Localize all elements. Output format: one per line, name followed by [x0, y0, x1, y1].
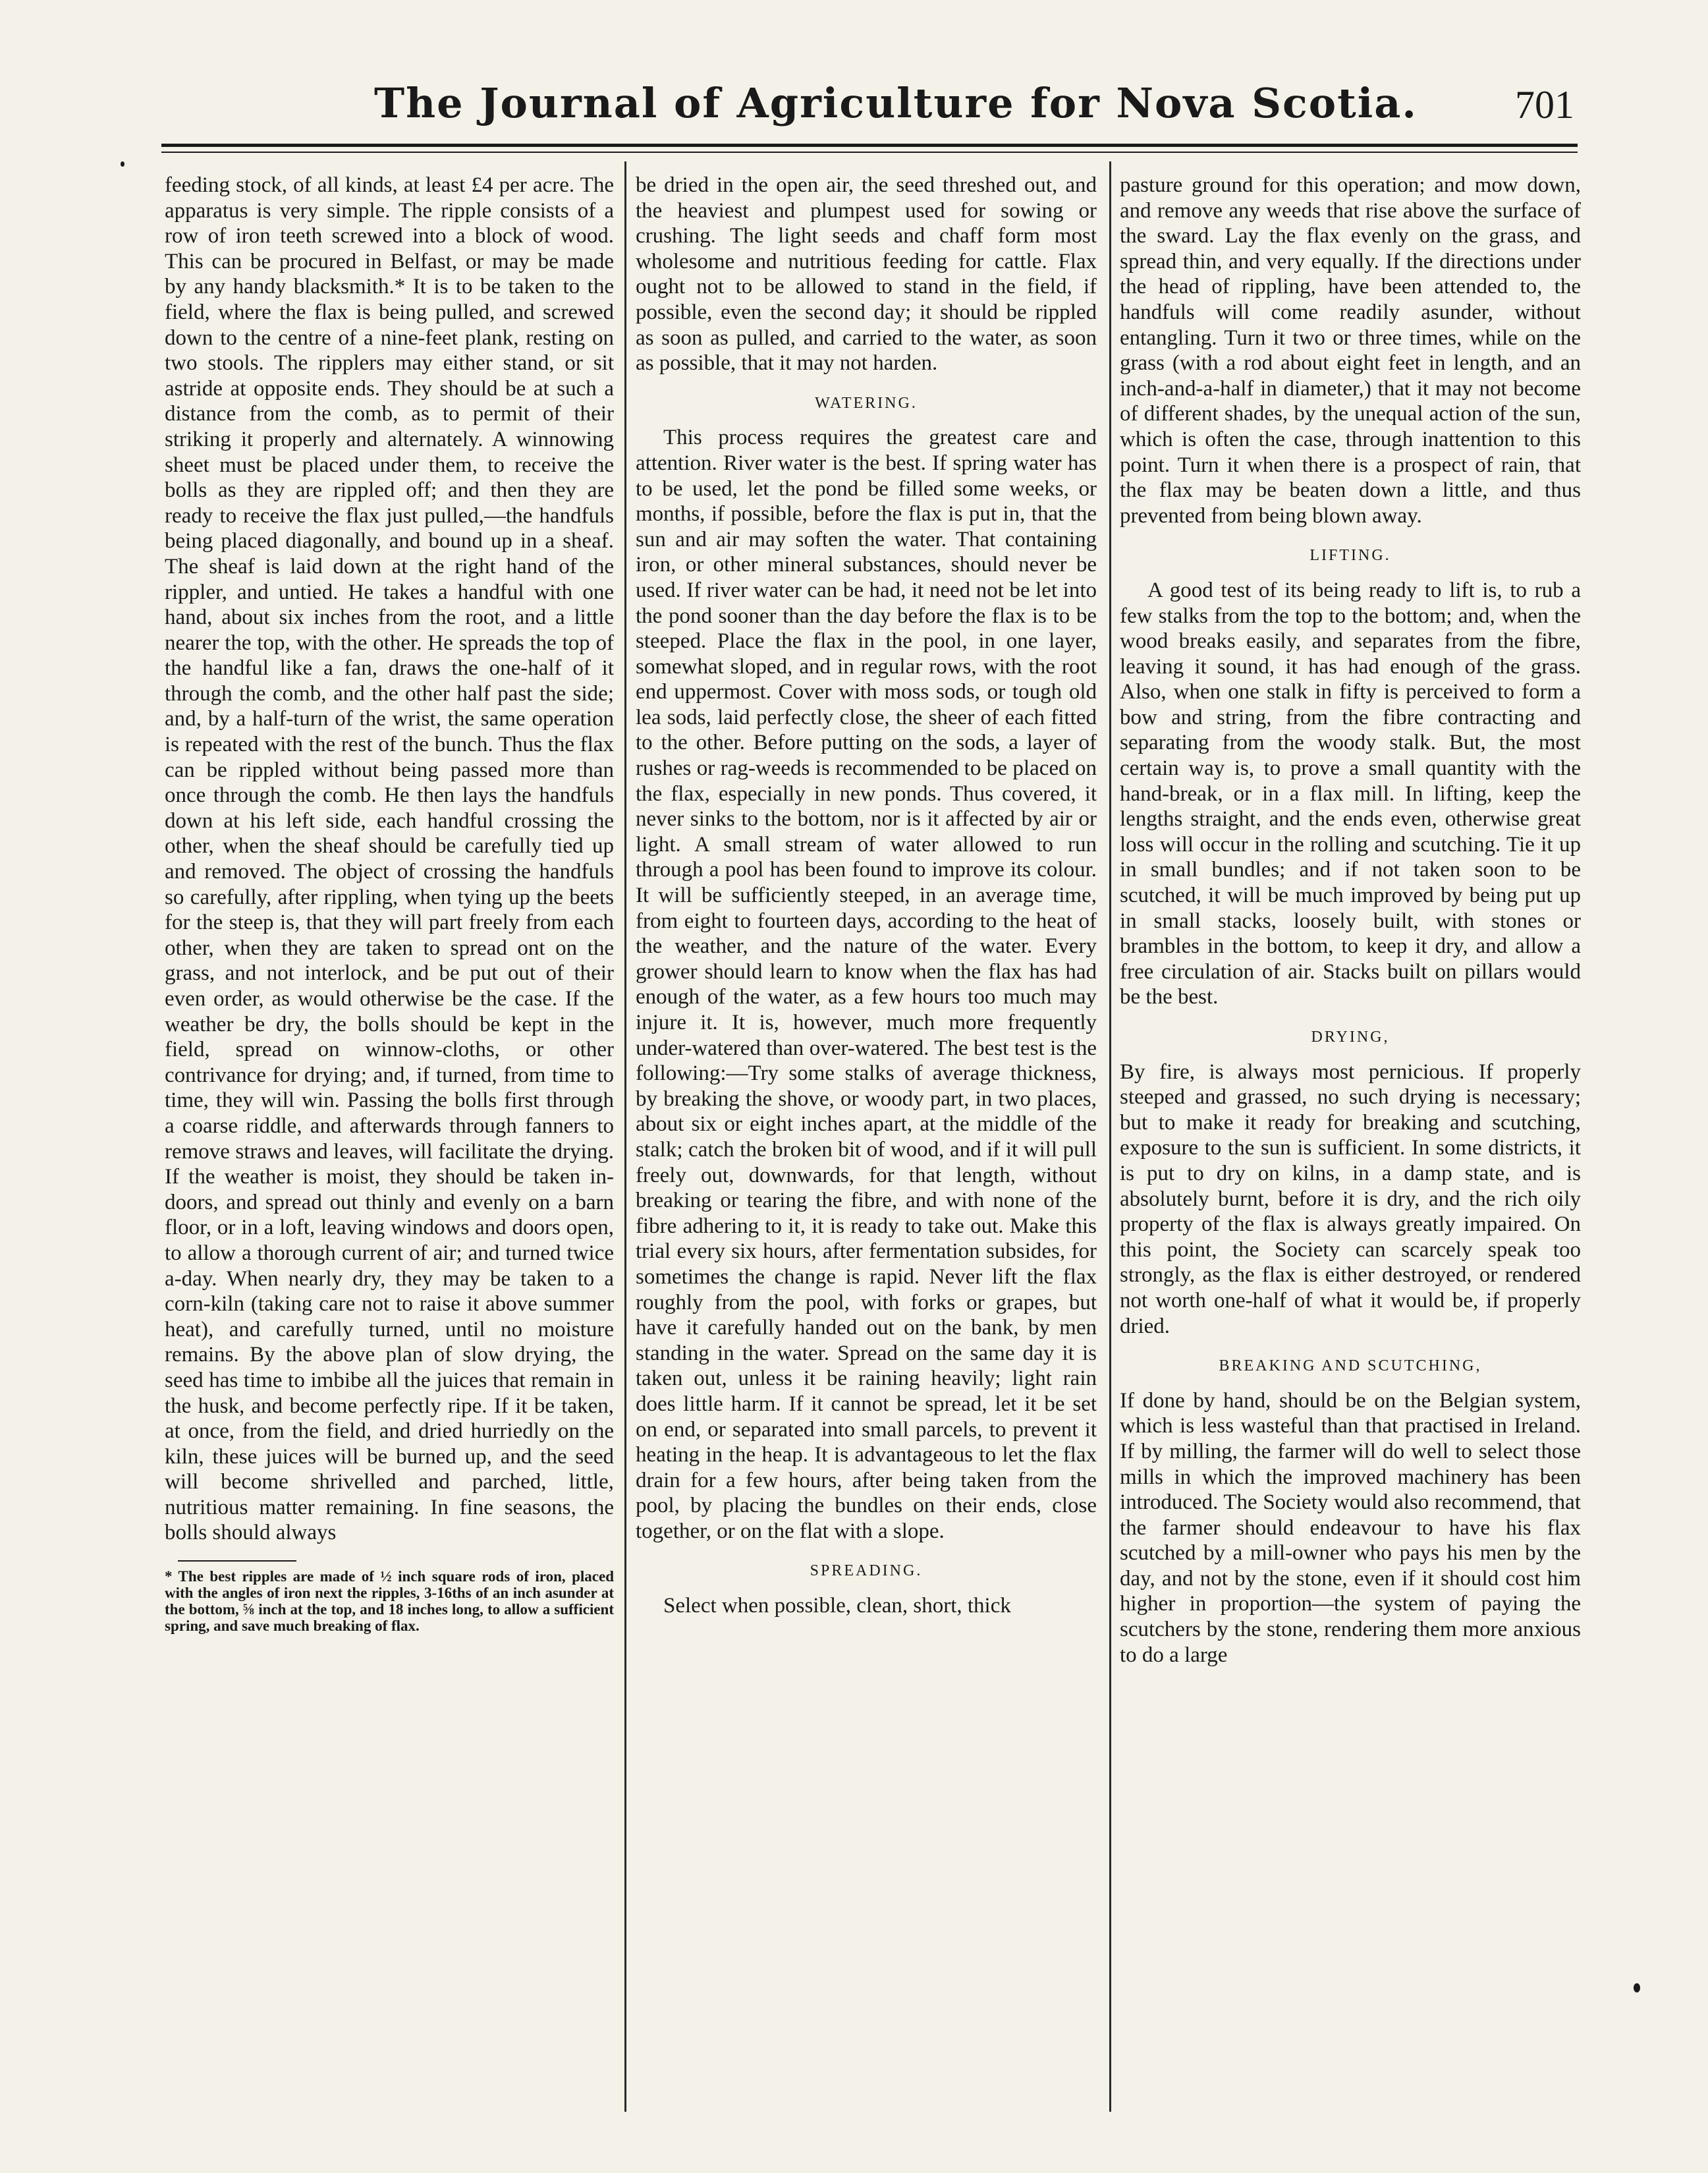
running-head-title: The Journal of Agriculture for Nova Scotia.	[373, 79, 1418, 127]
paragraph-breaking-scutching: If done by hand, should be on the Belgian system, which is less wasteful than that practised in Ireland. If by milling, the farmer will do well to select those mills in which the improved machinery has been introduced. The Society would also recommend, that the farmer should endeavour to have his flax scutched by a mill-owner who pays his men by the day, and not by the stone, even if it should cost him higher in proportion—the system of paying the scutchers by the stone, rendering them more anxious to do a large	[1120, 1388, 1581, 1667]
column-left	[165, 173, 614, 1634]
column-divider-left	[624, 161, 626, 2112]
ink-speck-mark	[121, 161, 124, 167]
ink-blot-mark	[1634, 1983, 1640, 1992]
paragraph-spreading: Select when possible, clean, short, thick	[663, 1594, 1011, 1618]
paragraph-drying: By fire, is always most pernicious. If properly steeped and grassed, no such drying is necessary; but to make it ready for breaking and scutching, exposure to the sun is sufficient. In some districts, it is put to dry on kilns, in a damp state, and is absolutely burnt, before it is dry, and the rich oily property of the flax is always greatly impaired. On this point, the Society can scarcely speak too strongly, as the flax is either destroyed, or rendered not worth one-half of what it would be, if properly dried.	[1120, 1059, 1581, 1338]
footnote-ripples: * The best ripples are made of ½ inch square rods of iron, placed with the angles of iron next the ripples, 3-16ths of an inch asunder at the bottom, ⅝ inch at the top, and 18 inches long, to allow a sufficient spring, and save much breaking of flax.	[165, 1568, 614, 1635]
section-heading-lifting: LIFTING.	[1309, 547, 1391, 565]
section-heading-breaking-scutching: BREAKING AND SCUTCHING,	[1219, 1357, 1482, 1375]
section-heading-drying: DRYING,	[1311, 1029, 1390, 1046]
paragraph-watering: This process requires the greatest care and attention. River water is the best. If spring water has to be used, let the pond be filled some weeks, or months, if possible, before the flax is put in, that the sun and air may soften the water. That containing iron, or other mineral substances, should never be used. If river water can be had, it need not be let into the pond sooner than the day before the flax is to be steeped. Place the flax in the pool, in one layer, somewhat sloped, and in regular rows, with the root end uppermost. Cover with moss sods, or tough old lea sods, laid perfectly close, the sheer of each fitted to the other. Before putting on the sods, a layer of rushes or rag-weeds is recommended to be placed on the flax, especially in new ponds. Thus covered, it never sinks to the bottom, nor is it affected by air or light. A small stream of water allowed to run through a pool has been found to improve its colour. It will be sufficiently steeped, in an average time, from eight to fourteen days, according to the heat of the weather, and the nature of the water. Every grower should learn to know when the flax has had enough of the water, as a few hours too much may injure it. It is, however, much more frequently under-watered than over-watered. The best test is the following:—Try some stalks of average thickness, by breaking the shove, or woody part, in two places, about six or eight inches apart, at the middle of the stalk; catch the broken bit of wood, and if it will pull freely out, downwards, for that length, without breaking or tearing the fibre, and with none of the fibre adhering to it, it is ready to take out. Make this trial every six hours, after fermentation subsides, for sometimes the change is rapid. Never lift the flax roughly from the pool, with forks or grapes, but have it carefully handed out on the bank, by men standing in the water. Spread on the same day it is taken out, unless it be raining heavily; light rain does little harm. If it cannot be spread, let it be set on end, or separated into small parcels, to prevent it heating in the heap. It is advantageous to let the flax drain for a few hours, after being taken from the pool, by placing the bundles on their ends, close together, or on the flat with a slope.	[636, 426, 1097, 1543]
footnote-rule	[178, 1560, 296, 1562]
header-rule-thin	[161, 152, 1578, 153]
paragraph-spreading-continued: pasture ground for this operation; and mow down, and remove any weeds that rise above the surface of the sward. Lay the flax evenly on the grass, and spread thin, and very equally. If the directions under the head of rippling, have been attended to, the handfuls will come readily asunder, without entangling. Turn it two or three times, while on the grass (with a rod about eight feet in length, and an inch-and-a-half in diameter,) that it may not become of different shades, by the unequal action of the sun, which is often the case, through inattention to this point. Turn it when there is a prospect of rain, that the flax may be beaten down a little, and thus prevented from being blown away.	[1120, 173, 1581, 528]
paragraph-lifting: A good test of its being ready to lift is, to rub a few stalks from the top to the bottom; and, when the wood breaks easily, and separates from the fibre, leaving it sound, it has had enough of the grass. Also, when one stalk in fifty is perceived to form a bow and string, from the fibre contracting and separating from the woody stalk. But, the most certain way is, to prove a small quantity with the hand-break, or in a flax mill. In lifting, keep the lengths straight, and the ends even, otherwise great loss will occur in the rolling and scutching. Tie it up in small bundles; and if not taken soon to be scutched, it will be much improved by being put up in small stacks, loosely built, with stones or brambles in the bottom, to keep it dry, and allow a free circulation of air. Stacks built on pillars would be the best.	[1120, 578, 1581, 1009]
section-heading-watering: WATERING.	[815, 394, 918, 412]
column-middle	[636, 173, 1097, 1619]
paragraph-rippling-continued: feeding stock, of all kinds, at least £4 per acre. The apparatus is very simple. The ripple consists of a row of iron teeth screwed into a block of wood. This can be procured in Belfast, or may be made by any handy blacksmith.* It is to be taken to the field, where the flax is being pulled, and screwed down to the centre of a nine-feet plank, resting on two stools. The ripplers may either stand, or sit astride at opposite ends. They should be at such a distance from the comb, as to permit of their striking it properly and alternately. A winnowing sheet must be placed under them, to receive the bolls as they are rippled off; and then they are ready to receive the flax just pulled,—the handfuls being placed diagonally, and bound up in a sheaf. The sheaf is laid down at the right hand of the rippler, and untied. He takes a handful with one hand, about six inches from the root, and a little nearer the top, with the other. He spreads the top of the handful like a fan, draws the one-half of it through the comb, and the other half past the side; and, by a half-turn of the wrist, the same operation is repeated with the rest of the bunch. Thus the flax can be rippled without being passed more than once through the comb. He then lays the handfuls down at his left side, each handful crossing the other, when the sheaf should be carefully tied up and removed. The object of crossing the handfuls so carefully, after rippling, when tying up the beets for the steep is, that they will part freely from each other, when they are taken to spread ont on the grass, and not interlock, and be put out of their even order, as would otherwise be the case. If the weather be dry, the bolls should be kept in the field, spread on winnow-cloths, or other contrivance for drying; and, if turned, from time to time, they will win. Passing the bolls first through a coarse riddle, and afterwards through fanners to remove straws and leaves, will facilitate the drying. If the weather is moist, they should be taken in-doors, and spread out thinly and evenly on a barn floor, or in a loft, leaving windows and doors open, to allow a thorough current of air; and turned twice a-day. When nearly dry, they may be taken to a corn-kiln (taking care not to raise it above summer heat), and carefully turned, until no moisture remains. By the above plan of slow drying, the seed has time to imbibe all the juices that remain in the husk, and become perfectly ripe. If it be taken, at once, from the field, and dried hurriedly on the kiln, these juices will be burned up, and the seed will become shrivelled and parched, little, nutritious matter remaining. In fine seasons, the bolls should always	[165, 173, 614, 1545]
page-number: 701	[1515, 83, 1574, 127]
section-heading-spreading: SPREADING.	[810, 1562, 923, 1580]
column-divider-right	[1109, 161, 1111, 2112]
header-rule	[161, 144, 1578, 147]
column-right	[1120, 173, 1581, 1668]
paragraph-open-air-drying: be dried in the open air, the seed threshed out, and the heaviest and plumpest used for sowing or crushing. The light seeds and chaff form most wholesome and nutritious feeding for cattle. Flax ought not to be allowed to stand in the field, if possible, even the second day; it should be rippled as soon as pulled, and carried to the water, as soon as possible, that it may not harden.	[636, 173, 1097, 376]
